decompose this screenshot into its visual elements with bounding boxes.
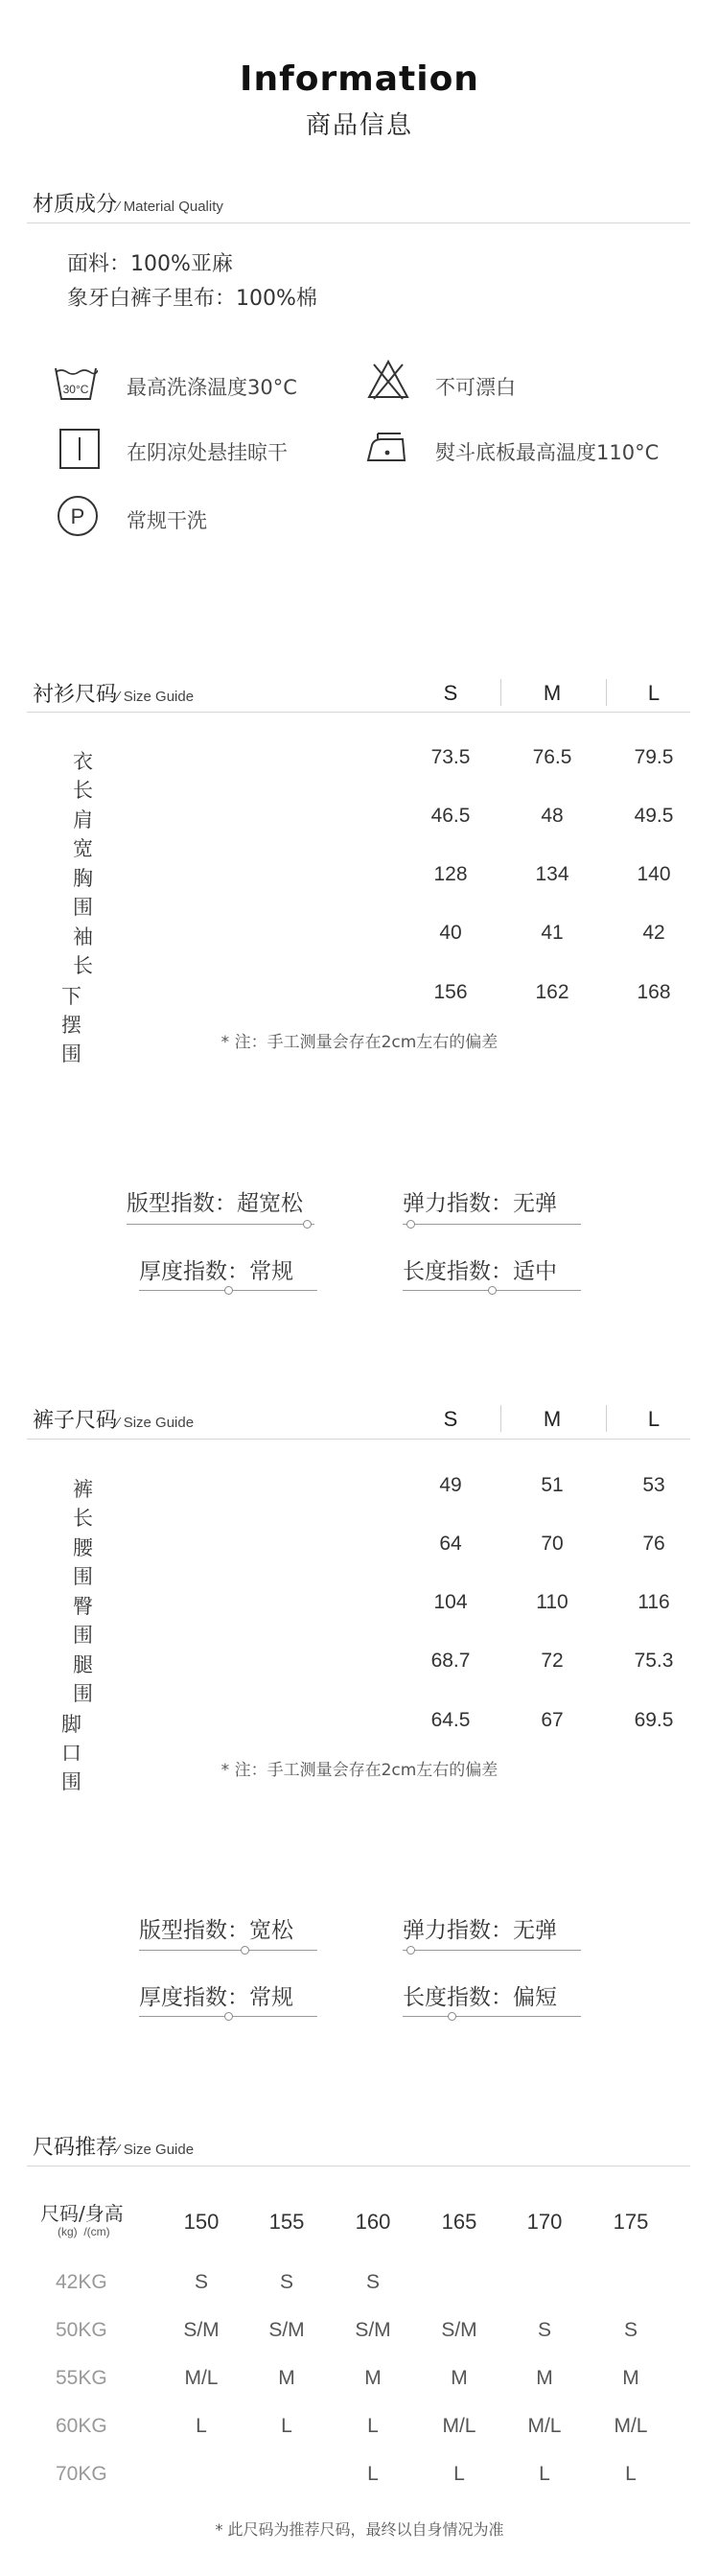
shirt-cell: 79.5 <box>634 746 674 768</box>
index-marker <box>448 2012 456 2021</box>
pants-cell: 64 <box>439 1533 462 1555</box>
pants-cell: 110 <box>536 1591 568 1613</box>
pants-heading <box>33 1404 194 1434</box>
pants-cell: 67 <box>541 1709 564 1731</box>
rec-cell: S <box>365 2271 380 2293</box>
care-no-bleach: 不可漂白 <box>435 376 516 399</box>
pants-row-label: 脚口围 <box>61 1713 81 1793</box>
pants-cell: 64.5 <box>430 1709 471 1731</box>
rec-cell: L <box>453 2463 465 2485</box>
rec-cell: S <box>194 2271 208 2293</box>
shirt-cell: 49.5 <box>634 805 674 827</box>
rec-cell: M/L <box>442 2415 476 2437</box>
shirt-fit-track <box>127 1224 314 1225</box>
rec-cell: M/L <box>527 2415 562 2437</box>
pants-cell: 116 <box>638 1591 670 1613</box>
shirt-heading <box>33 678 194 708</box>
pants-row-label: 腰围 <box>73 1536 93 1588</box>
index-marker <box>488 1286 497 1295</box>
material-heading-en: ⁄ Material Quality <box>117 199 223 215</box>
page-title-cn: 商品信息 <box>305 111 413 140</box>
rec-cell: S/M <box>183 2319 220 2341</box>
shirt-cell: 134 <box>535 863 569 885</box>
rec-cell: L <box>367 2415 379 2437</box>
shirt-row-label: 下摆围 <box>61 985 81 1066</box>
recommend-corner-units: (kg) /(cm) <box>58 2225 110 2238</box>
rec-cell: S/M <box>268 2319 305 2341</box>
shirt-cell: 156 <box>433 981 468 1003</box>
divider <box>27 712 690 713</box>
rec-cell: S <box>623 2319 638 2341</box>
material-heading-cn: 材质成分 <box>33 193 118 217</box>
pants-size-s: S <box>443 1407 458 1431</box>
shirt-length-track <box>403 1290 581 1291</box>
shirt-fit-index: 版型指数：超宽松 <box>127 1191 303 1216</box>
rec-cell: S/M <box>441 2319 477 2341</box>
material-line-lining: 象牙白裤子里布：100%棉 <box>67 287 317 311</box>
pants-row-label: 腿围 <box>73 1653 93 1705</box>
recommend-note: * 此尺码为推荐尺码，最终以自身情况为准 <box>215 2520 504 2539</box>
index-marker <box>406 1946 415 1955</box>
pants-heading-cn: 裤子尺码 <box>33 1409 118 1433</box>
material-heading <box>33 188 223 218</box>
pants-cell: 53 <box>642 1474 665 1496</box>
shirt-cell: 162 <box>535 981 569 1003</box>
pants-fit-index: 版型指数：宽松 <box>139 1918 293 1943</box>
rec-cell: L <box>625 2463 637 2485</box>
pants-stretch-track <box>403 1950 581 1951</box>
column-separator <box>500 679 501 706</box>
weight-label: 60KG <box>56 2415 107 2437</box>
index-marker <box>406 1220 415 1229</box>
pants-cell: 76 <box>642 1533 665 1555</box>
line-dry-icon <box>58 428 102 470</box>
pants-cell: 104 <box>433 1591 468 1613</box>
rec-cell: M <box>622 2367 639 2389</box>
index-marker <box>224 1286 233 1295</box>
pants-cell: 51 <box>541 1474 564 1496</box>
index-marker <box>303 1220 312 1229</box>
height-header: 165 <box>441 2210 477 2234</box>
shirt-cell: 168 <box>637 981 671 1003</box>
pants-stretch-index: 弹力指数：无弹 <box>403 1918 557 1943</box>
care-line-dry: 在阴凉处悬挂晾干 <box>127 441 288 464</box>
index-marker <box>224 2012 233 2021</box>
divider <box>27 222 690 223</box>
recommend-heading-cn: 尺码推荐 <box>33 2136 118 2160</box>
shirt-cell: 128 <box>433 863 468 885</box>
shirt-cell: 42 <box>642 922 665 944</box>
recommend-heading <box>33 2131 194 2161</box>
care-wash-temp: 最高洗涤温度30°C <box>127 376 297 399</box>
shirt-cell: 76.5 <box>532 746 572 768</box>
pants-cell: 68.7 <box>430 1650 471 1672</box>
rec-cell: M <box>364 2367 382 2389</box>
pants-cell: 49 <box>439 1474 462 1496</box>
shirt-row-label: 胸围 <box>73 867 93 919</box>
index-marker <box>241 1946 249 1955</box>
shirt-size-s: S <box>443 681 458 705</box>
shirt-cell: 140 <box>637 863 671 885</box>
recommend-corner: 尺码/身高 <box>40 2202 124 2225</box>
pants-thickness-index: 厚度指数：常规 <box>139 1985 293 2010</box>
height-header: 150 <box>183 2210 220 2234</box>
shirt-cell: 48 <box>541 805 564 827</box>
pants-cell: 75.3 <box>634 1650 674 1672</box>
pants-cell: 69.5 <box>634 1709 674 1731</box>
rec-cell: S <box>279 2271 293 2293</box>
no-bleach-icon <box>366 359 410 401</box>
shirt-heading-cn: 衬衫尺码 <box>33 683 118 707</box>
pants-size-l: L <box>647 1407 661 1431</box>
pants-size-m: M <box>543 1407 562 1431</box>
shirt-length-index: 长度指数：适中 <box>403 1259 557 1284</box>
height-header: 170 <box>526 2210 563 2234</box>
weight-label: 50KG <box>56 2319 107 2341</box>
pants-cell: 72 <box>541 1650 564 1672</box>
page-title-en: Information <box>240 59 479 99</box>
rec-cell: L <box>196 2415 207 2437</box>
recommend-heading-en: ⁄ Size Guide <box>117 2142 195 2158</box>
rec-cell: M/L <box>184 2367 219 2389</box>
shirt-size-m: M <box>543 681 562 705</box>
dry-clean-icon <box>56 495 100 537</box>
shirt-stretch-index: 弹力指数：无弹 <box>403 1191 557 1216</box>
shirt-row-label: 肩宽 <box>73 808 93 860</box>
shirt-cell: 73.5 <box>430 746 471 768</box>
wash-30-icon <box>54 363 98 405</box>
shirt-heading-en: ⁄ Size Guide <box>117 689 195 705</box>
pants-length-track <box>403 2016 581 2017</box>
pants-heading-en: ⁄ Size Guide <box>117 1415 195 1431</box>
weight-label: 55KG <box>56 2367 107 2389</box>
iron-icon <box>364 428 408 470</box>
rec-cell: L <box>281 2415 292 2437</box>
pants-fit-track <box>139 1950 317 1951</box>
material-line-fabric: 面料：100%亚麻 <box>67 252 233 276</box>
shirt-size-l: L <box>647 681 661 705</box>
shirt-row-label: 衣长 <box>73 750 93 802</box>
shirt-row-label: 袖长 <box>73 925 93 977</box>
shirt-cell: 41 <box>541 922 564 944</box>
rec-cell: S/M <box>355 2319 391 2341</box>
height-header: 155 <box>268 2210 305 2234</box>
height-header: 160 <box>355 2210 391 2234</box>
rec-cell: M <box>536 2367 553 2389</box>
wash-icon-label: 30°C <box>62 383 89 396</box>
care-iron: 熨斗底板最高温度110°C <box>435 441 660 464</box>
care-dry-clean: 常规干洗 <box>127 509 207 532</box>
column-separator <box>606 679 607 706</box>
pants-row-label: 臀围 <box>73 1595 93 1647</box>
dry-clean-icon-label: P <box>70 504 85 528</box>
column-separator <box>500 1405 501 1432</box>
height-header: 175 <box>613 2210 649 2234</box>
shirt-cell: 40 <box>439 922 462 944</box>
shirt-thickness-index: 厚度指数：常规 <box>139 1259 293 1284</box>
pants-thickness-track <box>139 2016 317 2017</box>
rec-cell: L <box>539 2463 550 2485</box>
rec-cell: M <box>451 2367 468 2389</box>
pants-note: * 注：手工测量会存在2cm左右的偏差 <box>220 1761 499 1780</box>
rec-cell: M <box>278 2367 295 2389</box>
column-separator <box>606 1405 607 1432</box>
shirt-cell: 46.5 <box>430 805 471 827</box>
weight-label: 42KG <box>56 2271 107 2293</box>
shirt-note: * 注：手工测量会存在2cm左右的偏差 <box>220 1033 499 1052</box>
rec-cell: M/L <box>614 2415 648 2437</box>
shirt-stretch-track <box>403 1224 581 1225</box>
rec-cell: L <box>367 2463 379 2485</box>
rec-cell: S <box>537 2319 551 2341</box>
pants-cell: 70 <box>541 1533 564 1555</box>
shirt-thickness-track <box>139 1290 317 1291</box>
pants-length-index: 长度指数：偏短 <box>403 1985 557 2010</box>
weight-label: 70KG <box>56 2463 107 2485</box>
pants-row-label: 裤长 <box>73 1478 93 1530</box>
divider <box>27 1439 690 1440</box>
